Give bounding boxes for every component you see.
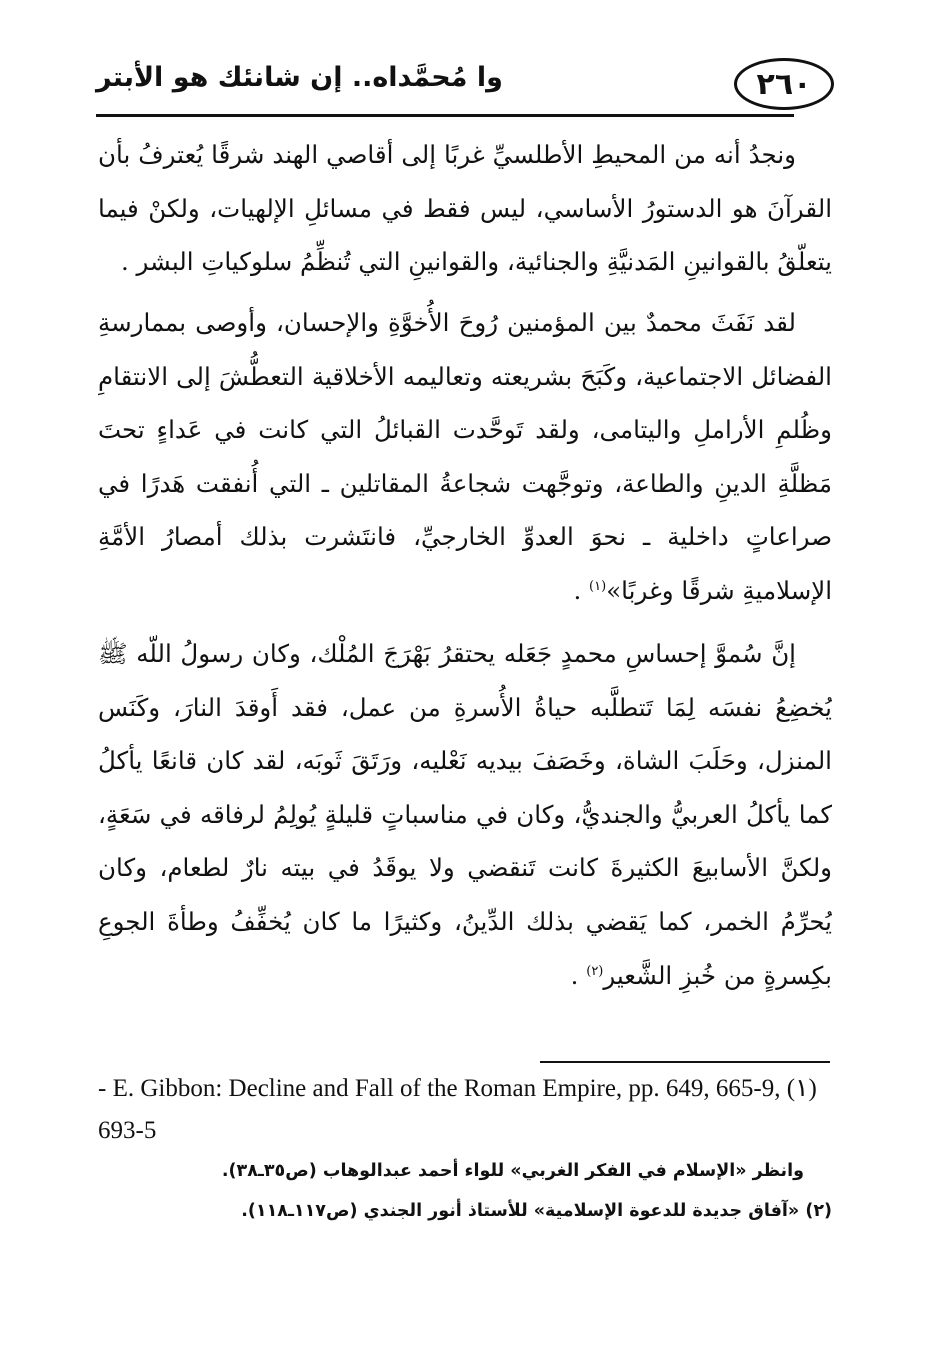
footnote-english — [98, 1068, 838, 1152]
paragraph-3-end: . — [570, 960, 587, 990]
paragraph-2-end: . — [573, 575, 590, 605]
paragraph-2 — [98, 296, 832, 617]
paragraph-1-text: ونجدُ أنه من المحيطِ الأطلسيِّ غربًا إلى أقاصي الهند شرقًا يُعترفُ بأن القرآنَ هو الدستورُ الأساسي، ليس فقط في مسائلِ الإلهيات، ولكنْ فيما يتعلّقُ بالقوانينِ المَدنيَّةِ والجنائية، والقوانينِ التي تُنظِّمُ سلوكياتِ البشر . — [98, 140, 832, 277]
paragraph-3 — [98, 627, 832, 1001]
running-head: وا مُحمَّداه.. إن شانئك هو الأبتر — [96, 62, 503, 93]
page-number: ٢٦٠ — [734, 58, 834, 110]
footnote-english-line-1: - E. Gibbon: Decline and Fall of the Roman Empire, pp. 649, 665-9, (١) — [98, 1075, 817, 1102]
footnote-arabic-1: وانظر «الإسلام في الفكر الغربي» للواء أحمد عبدالوهاب (ص٣٥ـ٣٨). — [221, 1161, 804, 1181]
body-text — [98, 128, 832, 1001]
footnote-ref-1: (١) — [589, 578, 607, 594]
footnote-ref-2: (٢) — [586, 963, 604, 979]
header-rule — [96, 114, 794, 117]
paragraph-1 — [98, 128, 832, 288]
footnote-arabic-2: (٢) «آفاق جديدة للدعوة الإسلامية» للأستاذ أنور الجندي (ص١١٧ـ١١٨). — [241, 1201, 832, 1221]
paragraph-3-text: إنَّ سُموَّ إحساسِ محمدٍ جَعَله يحتقرُ بَهْرَجَ المُلْك، وكان رسولُ اللّه ﷺ يُخضِعُ نفسَه لِمَا تَتطلَّبه حياةُ الأُسرةِ من عمل، فقد أَوقدَ النارَ، وكَنَس المنزل، وحَلَبَ الشاة، وخَصَفَ بيديه نَعْليه، ورَتَقَ ثَوبَه، لقد كان قانعًا يأكلُ كما يأكلُ العربيُّ والجنديُّ، وكان في مناسباتٍ قليلةٍ يُولِمُ لرفاقه في سَعَةٍ، ولكنَّ الأسابيعَ الكثيرةَ كانت تَنقضي ولا يوقَدُ في بيته نارٌ لطعام، وكان يُحرِّمُ الخمر، كما يَقضي بذلك الدِّينُ، وكثيرًا ما كان يُخفِّفُ وطأةَ الجوعِ بكِسرةٍ من خُبزِ الشَّعير — [98, 639, 832, 990]
paragraph-2-text: لقد نَفَثَ محمدٌ بين المؤمنين رُوحَ الأُخوَّةِ والإحسان، وأوصى بممارسةِ الفضائل الاجتماعية، وكَبَحَ بشريعته وتعاليمه الأخلاقية التعطُّشَ إلى الانتقامِ وظُلمِ الأراملِ واليتامى، ولقد تَوحَّدت القبائلُ التي كانت في عَداءٍ تحتَ مَظلَّةِ الدينِ والطاعة، وتوجَّهت شجاعةُ المقاتلين ـ التي أُنفقت هَدرًا في صراعاتٍ داخلية ـ نحوَ العدوِّ الخارجيِّ، فانتَشرت بذلك أمصارُ الأمَّةِ الإسلاميةِ شرقًا وغربًا» — [98, 308, 832, 605]
footnote-english-line-2: 693-5 — [98, 1117, 157, 1144]
page-header — [96, 56, 834, 118]
footnote-separator — [540, 1061, 830, 1063]
